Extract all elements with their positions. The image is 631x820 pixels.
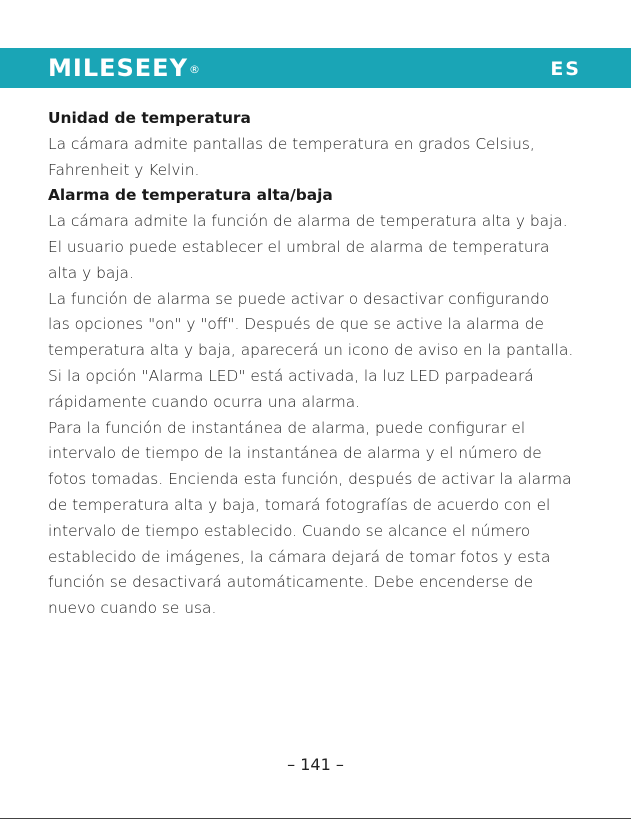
registered-mark: ® — [188, 63, 200, 76]
text-line: El usuario puede establecer el umbral de alarma de temperatura — [48, 237, 550, 256]
brand-name: MILESEEY — [48, 54, 188, 82]
text-line: intervalo de tiempo de la instantánea de alarma y el número de — [48, 444, 542, 463]
brand-logo — [48, 53, 200, 83]
text-line: alta y baja. — [48, 263, 134, 282]
section-heading-temperature-unit: Unidad de temperatura — [48, 109, 251, 127]
text-line: nuevo cuando se usa. — [48, 599, 217, 618]
text-line: Si la opción "Alarma LED" está activada, la luz LED parpadeará — [48, 366, 534, 385]
text-line: La cámara admite pantallas de temperatura en grados Celsius, — [48, 134, 535, 153]
text-line: intervalo de tiempo establecido. Cuando se alcance el número — [48, 521, 531, 540]
text-line: función se desactivará automáticamente. Debe encenderse de — [48, 573, 534, 592]
text-line: establecido de imágenes, la cámara dejará de tomar fotos y esta — [48, 547, 551, 566]
section-heading-temperature-alarm: Alarma de temperatura alta/baja — [48, 186, 333, 205]
header-bar — [0, 48, 631, 88]
text-line: Fahrenheit y Kelvin. — [48, 160, 200, 179]
document-body — [48, 106, 600, 622]
text-line: fotos tomadas. Encienda esta función, después de activar la alarma — [48, 470, 572, 489]
language-code: ES — [550, 58, 581, 80]
text-line: de temperatura alta y baja, tomará fotografías de acuerdo con el — [48, 495, 551, 514]
text-line: las opciones "on" y "off". Después de que se active la alarma de — [48, 315, 544, 334]
text-line: temperatura alta y baja, aparecerá un icono de aviso en la pantalla. — [48, 341, 574, 360]
text-line: Para la función de instantánea de alarma, puede configurar el — [48, 418, 526, 437]
text-line: rápidamente cuando ocurra una alarma. — [48, 392, 361, 411]
bottom-divider — [0, 818, 631, 819]
text-line: La función de alarma se puede activar o desactivar configurando — [48, 289, 550, 308]
text-line: La cámara admite la función de alarma de temperatura alta y baja. — [48, 212, 568, 231]
page-number: – 141 – — [287, 755, 344, 774]
